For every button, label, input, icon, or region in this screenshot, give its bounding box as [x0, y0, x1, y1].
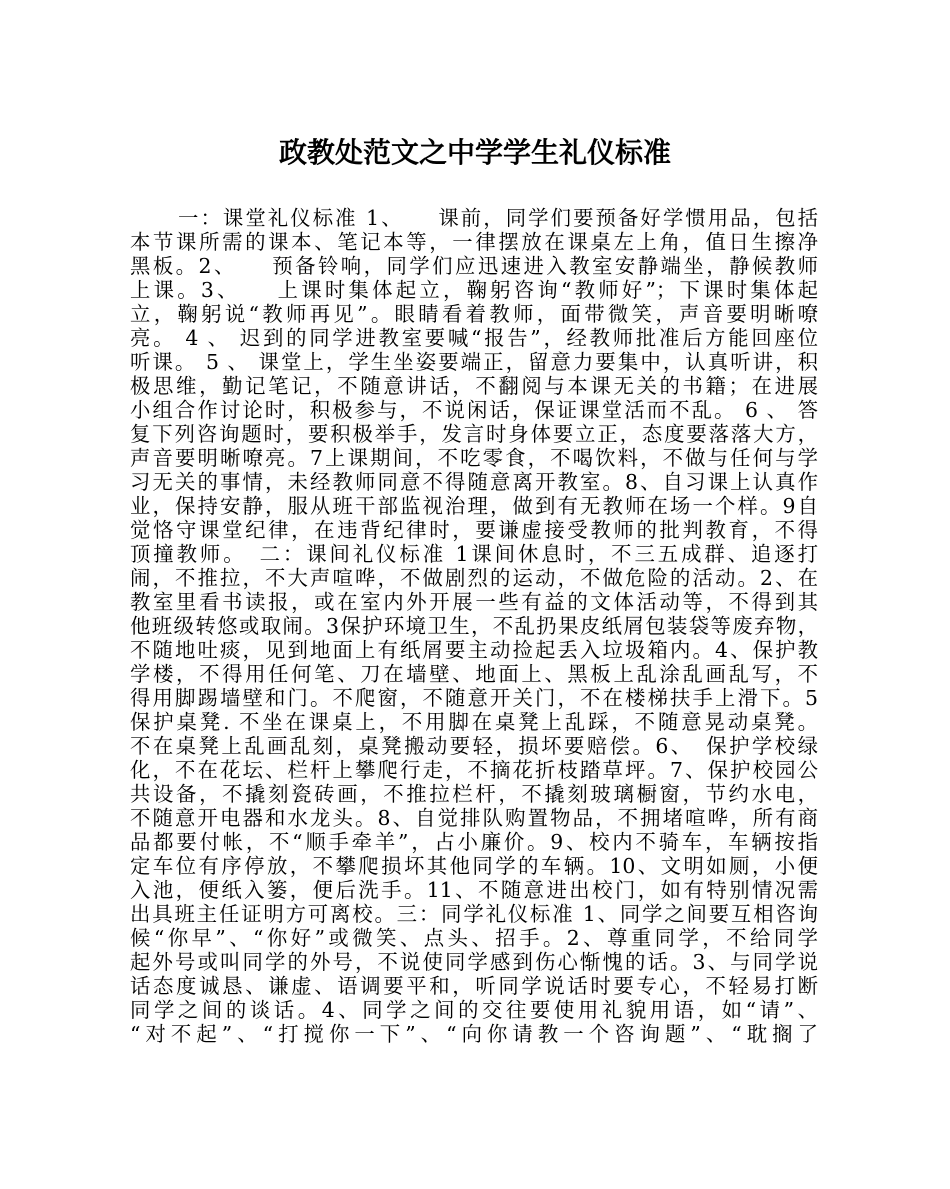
body-text-line: 出具班主任证明方可离校。三：同学礼仪标准 1、同学之间要互相咨询	[130, 902, 818, 926]
body-text-line: 保护桌凳. 不坐在课桌上，不用脚在桌凳上乱踩，不随意晃动桌凳。	[130, 710, 818, 734]
body-text-line: 同学之间的谈话。4、同学之间的交往要使用礼貌用语，如“请”、	[130, 998, 818, 1022]
body-text-line: 学楼，不得用任何笔、刀在墙壁、地面上、黑板上乱涂乱画乱写，不	[130, 662, 818, 686]
document-body	[130, 206, 818, 1046]
body-text-line: 教室里看书读报，或在室内外开展一些有益的文体活动等，不得到其	[130, 590, 818, 614]
body-text-line: 闹，不推拉，不大声喧哗，不做剧烈的运动，不做危险的活动。2、在	[130, 566, 818, 590]
body-text-line: 极思维，勤记笔记，不随意讲话，不翻阅与本课无关的书籍；在进展	[130, 374, 818, 398]
body-text-line: 习无关的事情，未经教师同意不得随意离开教室。8、自习课上认真作	[130, 470, 818, 494]
body-text-line: 不随意开电器和水龙头。8、自觉排队购置物品，不拥堵喧哗，所有商	[130, 806, 818, 830]
body-text-line: 话态度诚恳、谦虚、语调要平和，听同学说话时要专心，不轻易打断	[130, 974, 818, 998]
body-text-line: 起外号或叫同学的外号，不说使同学感到伤心惭愧的话。3、与同学说	[130, 950, 818, 974]
body-text-line: 声音要明晰嘹亮。7上课期间，不吃零食，不喝饮料，不做与任何与学	[130, 446, 818, 470]
body-text-line: 得用脚踢墙壁和门。不爬窗，不随意开关门，不在楼梯扶手上滑下。5	[130, 686, 818, 710]
body-text-line: 听课。 5 、 课堂上，学生坐姿要端正，留意力要集中，认真听讲，积	[130, 350, 818, 374]
body-text-line: 立，鞠躬说“教师再见”。眼睛看着教师，面带微笑，声音要明晰嘹	[130, 302, 818, 326]
body-text-line: 共设备，不撬刻瓷砖画，不推拉栏杆，不撬刻玻璃橱窗，节约水电，	[130, 782, 818, 806]
body-text-line: 品都要付帐，不“顺手牵羊”，占小廉价。9、校内不骑车，车辆按指	[130, 830, 818, 854]
body-text-line: 定车位有序停放，不攀爬损坏其他同学的车辆。10、文明如厕，小便	[130, 854, 818, 878]
body-text-line: “对不起”、“打搅你一下”、“向你请教一个咨询题”、“耽搁了	[130, 1022, 818, 1046]
body-text-line: 业，保持安静，服从班干部监视治理，做到有无教师在场一个样。9自	[130, 494, 818, 518]
body-text-line: 入池，便纸入篓，便后洗手。11、不随意进出校门，如有特别情况需	[130, 878, 818, 902]
body-text-line: 一：课堂礼仪标准 1、 课前，同学们要预备好学惯用品，包括	[178, 206, 818, 230]
body-text-line: 上课。3、 上课时集体起立，鞠躬咨询“教师好”；下课时集体起	[130, 278, 818, 302]
body-text-line: 顶撞教师。 二：课间礼仪标准 1课间休息时，不三五成群、追逐打	[130, 542, 818, 566]
body-text-line: 黑板。2、 预备铃响，同学们应迅速进入教室安静端坐，静候教师	[130, 254, 818, 278]
body-text-line: 他班级转悠或取闹。3保护环境卫生，不乱扔果皮纸屑包装袋等废弃物，	[130, 614, 818, 638]
body-text-line: 亮。 4 、 迟到的同学进教室要喊“报告”，经教师批准后方能回座位	[130, 326, 818, 350]
body-text-line: 化，不在花坛、栏杆上攀爬行走，不摘花折枝踏草坪。7、保护校园公	[130, 758, 818, 782]
body-text-line: 小组合作讨论时，积极参与，不说闲话，保证课堂活而不乱。 6 、 答	[130, 398, 818, 422]
body-text-line: 不随地吐痰，见到地面上有纸屑要主动捡起丢入垃圾箱内。4、保护教	[130, 638, 818, 662]
body-text-line: 觉恪守课堂纪律，在违背纪律时，要谦虚接受教师的批判教育，不得	[130, 518, 818, 542]
body-text-line: 本节课所需的课本、笔记本等，一律摆放在课桌左上角，值日生擦净	[130, 230, 818, 254]
document-title: 政教处范文之中学学生礼仪标准	[278, 136, 671, 169]
body-text-line: 不在桌凳上乱画乱刻，桌凳搬动要轻，损坏要赔偿。6、 保护学校绿	[130, 734, 818, 758]
body-text-line: 复下列咨询题时，要积极举手，发言时身体要立正，态度要落落大方，	[130, 422, 818, 446]
body-text-line: 候“你早”、“你好”或微笑、点头、招手。2、尊重同学，不给同学	[130, 926, 818, 950]
